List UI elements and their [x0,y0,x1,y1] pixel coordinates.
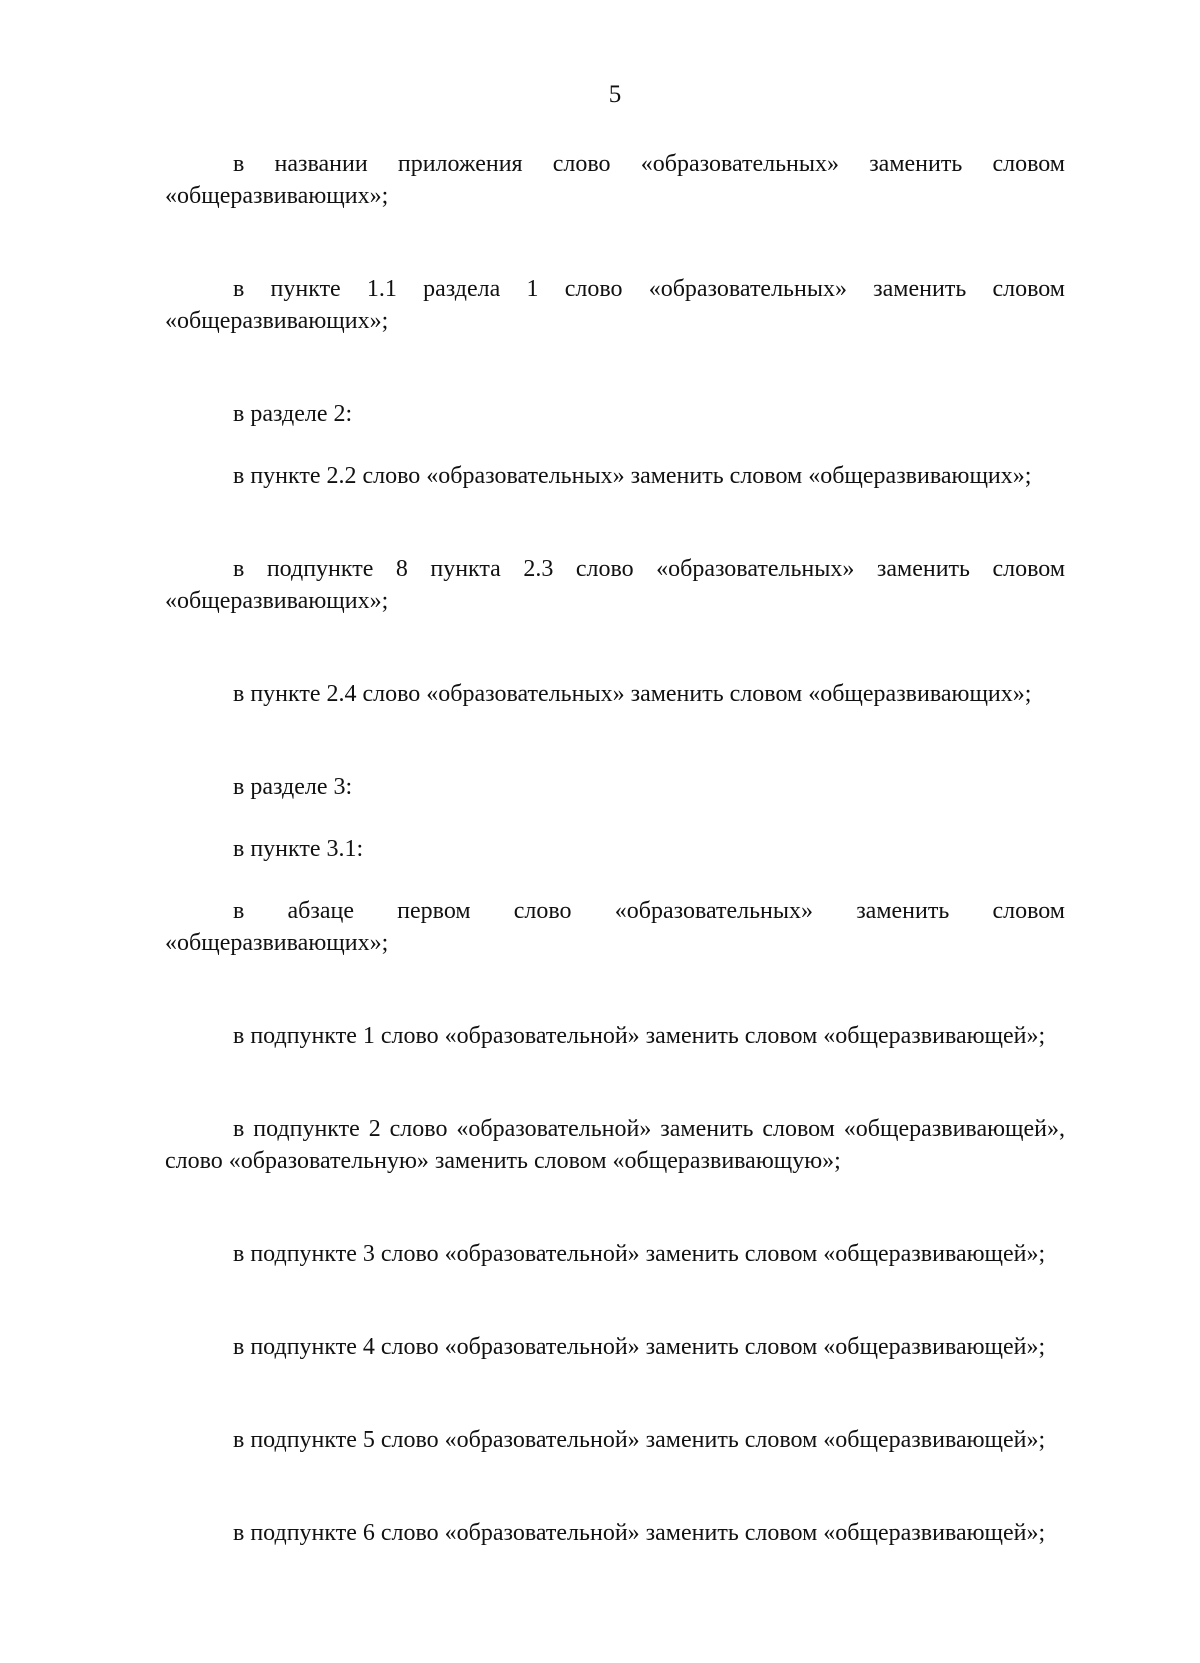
paragraph-appendix-title: в названии приложения слово «образовательных» заменить словом «общеразвивающих»; [165,151,1065,209]
paragraph-subitem-6: в подпункте 6 слово «образовательной» заменить словом «общеразвивающей»; [233,1520,1046,1546]
paragraph-item-1-1: в пункте 1.1 раздела 1 слово «образовательных» заменить словом «общеразвивающих»; [165,276,1065,334]
paragraph-item-2-3: в подпункте 8 пункта 2.3 слово «образовательных» заменить словом «общеразвивающих»; [165,556,1065,614]
paragraph-item-2-4: в пункте 2.4 слово «образовательных» заменить словом «общеразвивающих»; [233,681,1032,707]
paragraph-item-2-2: в пункте 2.2 слово «образовательных» заменить словом «общеразвивающих»; [233,463,1032,489]
paragraph-section-2: в разделе 2: [233,401,353,427]
page-number: 5 [608,81,622,108]
paragraph-item-3-1: в пункте 3.1: [233,836,364,862]
paragraph-first-abzac: в абзаце первом слово «образовательных» заменить словом «общеразвивающих»; [165,898,1065,956]
document-body [165,148,1065,1549]
paragraph-subitem-2: в подпункте 2 слово «образовательной» заменить словом «общеразвивающей», слово «образовательную» заменить словом «общеразвивающую»; [165,1116,1065,1174]
paragraph-section-3: в разделе 3: [233,774,353,800]
paragraph-subitem-1: в подпункте 1 слово «образовательной» заменить словом «общеразвивающей»; [233,1023,1046,1049]
paragraph-subitem-3: в подпункте 3 слово «образовательной» заменить словом «общеразвивающей»; [233,1241,1046,1267]
paragraph-subitem-5: в подпункте 5 слово «образовательной» заменить словом «общеразвивающей»; [233,1427,1046,1453]
paragraph-subitem-4: в подпункте 4 слово «образовательной» заменить словом «общеразвивающей»; [233,1334,1046,1360]
